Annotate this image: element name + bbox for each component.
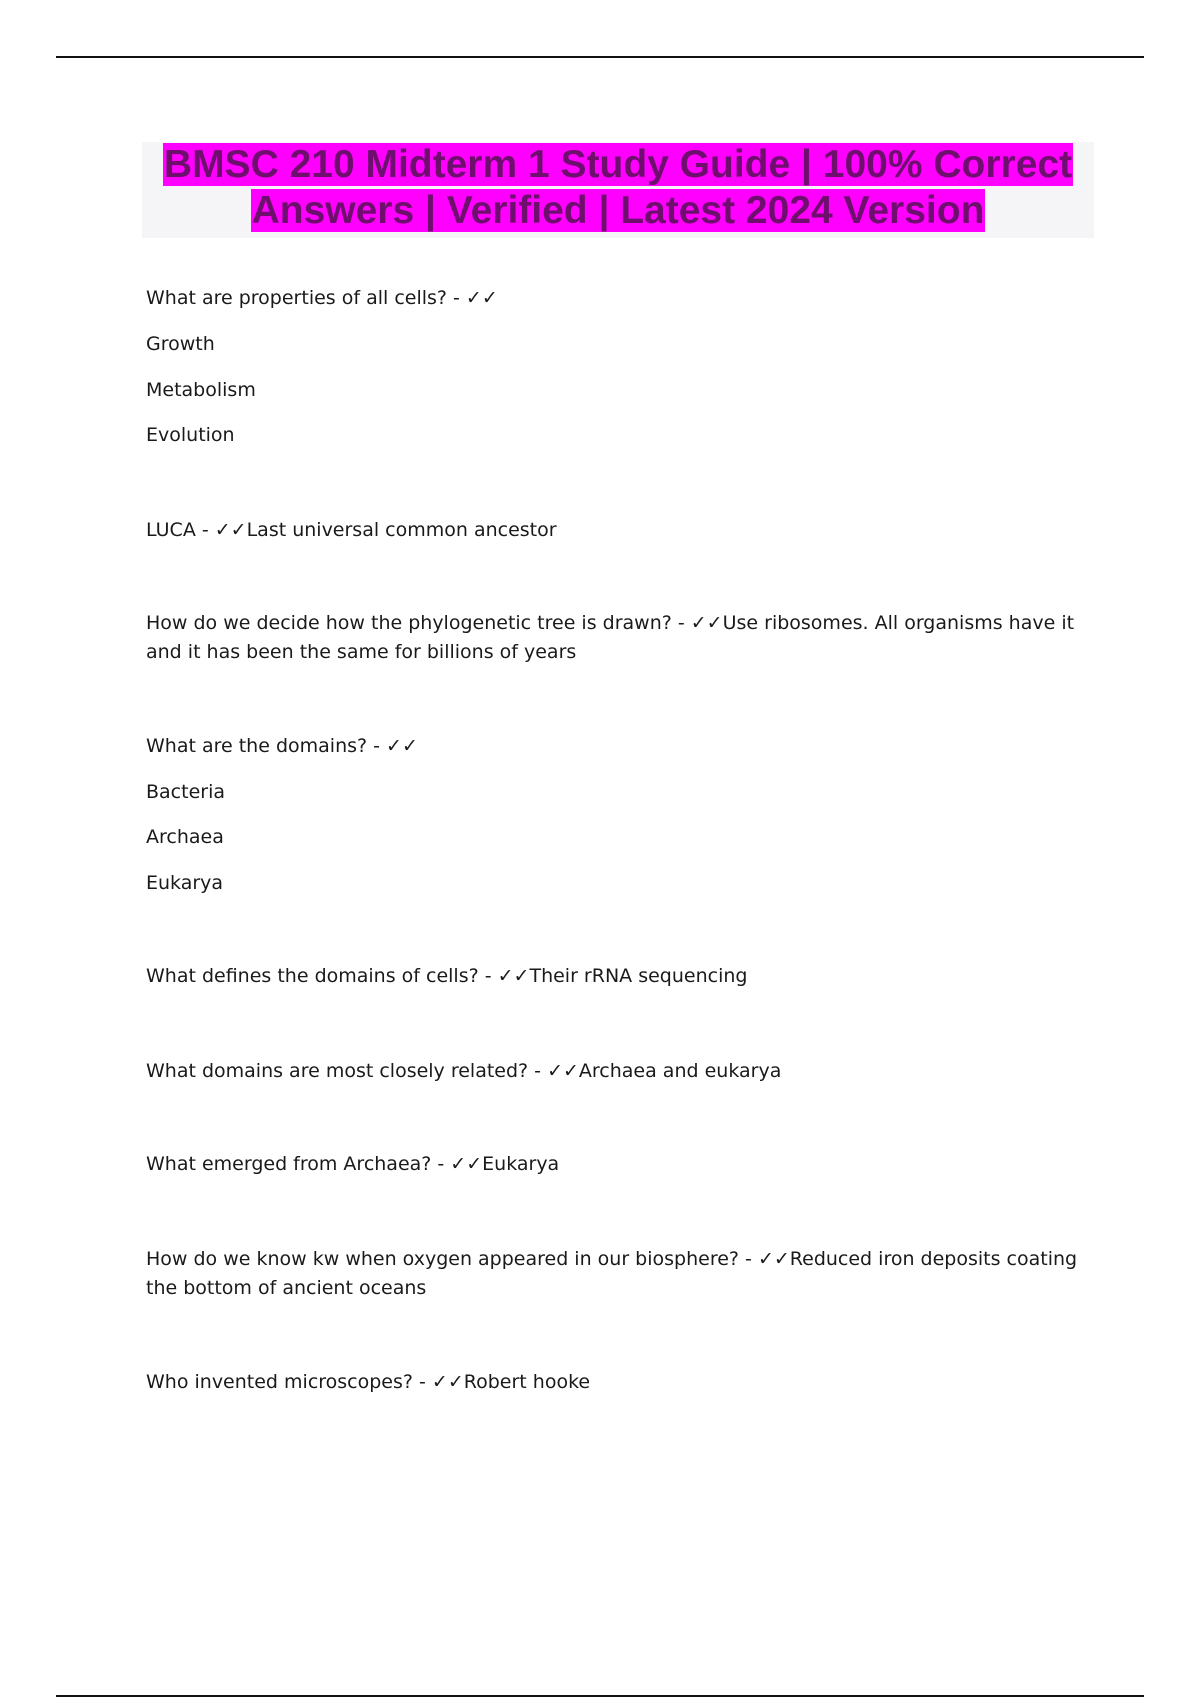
document-title (142, 142, 1094, 234)
list-item: Bacteria (146, 781, 225, 803)
question-domains: What are the domains? - ✓✓ (146, 735, 418, 757)
top-rule (56, 56, 1144, 58)
list-item: Growth (146, 333, 215, 355)
list-item: Metabolism (146, 379, 256, 401)
question-phylogenetic-tree: How do we decide how the phylogenetic tree is drawn? - ✓✓Use ribosomes. All organisms have it and it has been the same for billions of years (146, 612, 1075, 663)
list-item: Evolution (146, 424, 235, 446)
question-luca: LUCA - ✓✓Last universal common ancestor (146, 519, 557, 541)
question-archaea-emergence: What emerged from Archaea? - ✓✓Eukarya (146, 1153, 560, 1175)
list-item: Archaea (146, 826, 224, 848)
question-oxygen-biosphere: How do we know kw when oxygen appeared in our biosphere? - ✓✓Reduced iron deposits coating the bottom of ancient oceans (146, 1248, 1078, 1299)
question-related-domains: What domains are most closely related? - ✓✓Archaea and eukarya (146, 1060, 782, 1082)
question-cell-properties: What are properties of all cells? - ✓✓ (146, 287, 498, 309)
list-item: Eukarya (146, 872, 224, 894)
bottom-rule (56, 1695, 1144, 1697)
title-banner (142, 142, 1094, 238)
question-microscopes: Who invented microscopes? - ✓✓Robert hooke (146, 1371, 591, 1393)
document-title-text: BMSC 210 Midterm 1 Study Guide | 100% Correct Answers | Verified | Latest 2024 Version (163, 143, 1073, 232)
question-domain-definition: What defines the domains of cells? - ✓✓Their rRNA sequencing (146, 965, 748, 987)
